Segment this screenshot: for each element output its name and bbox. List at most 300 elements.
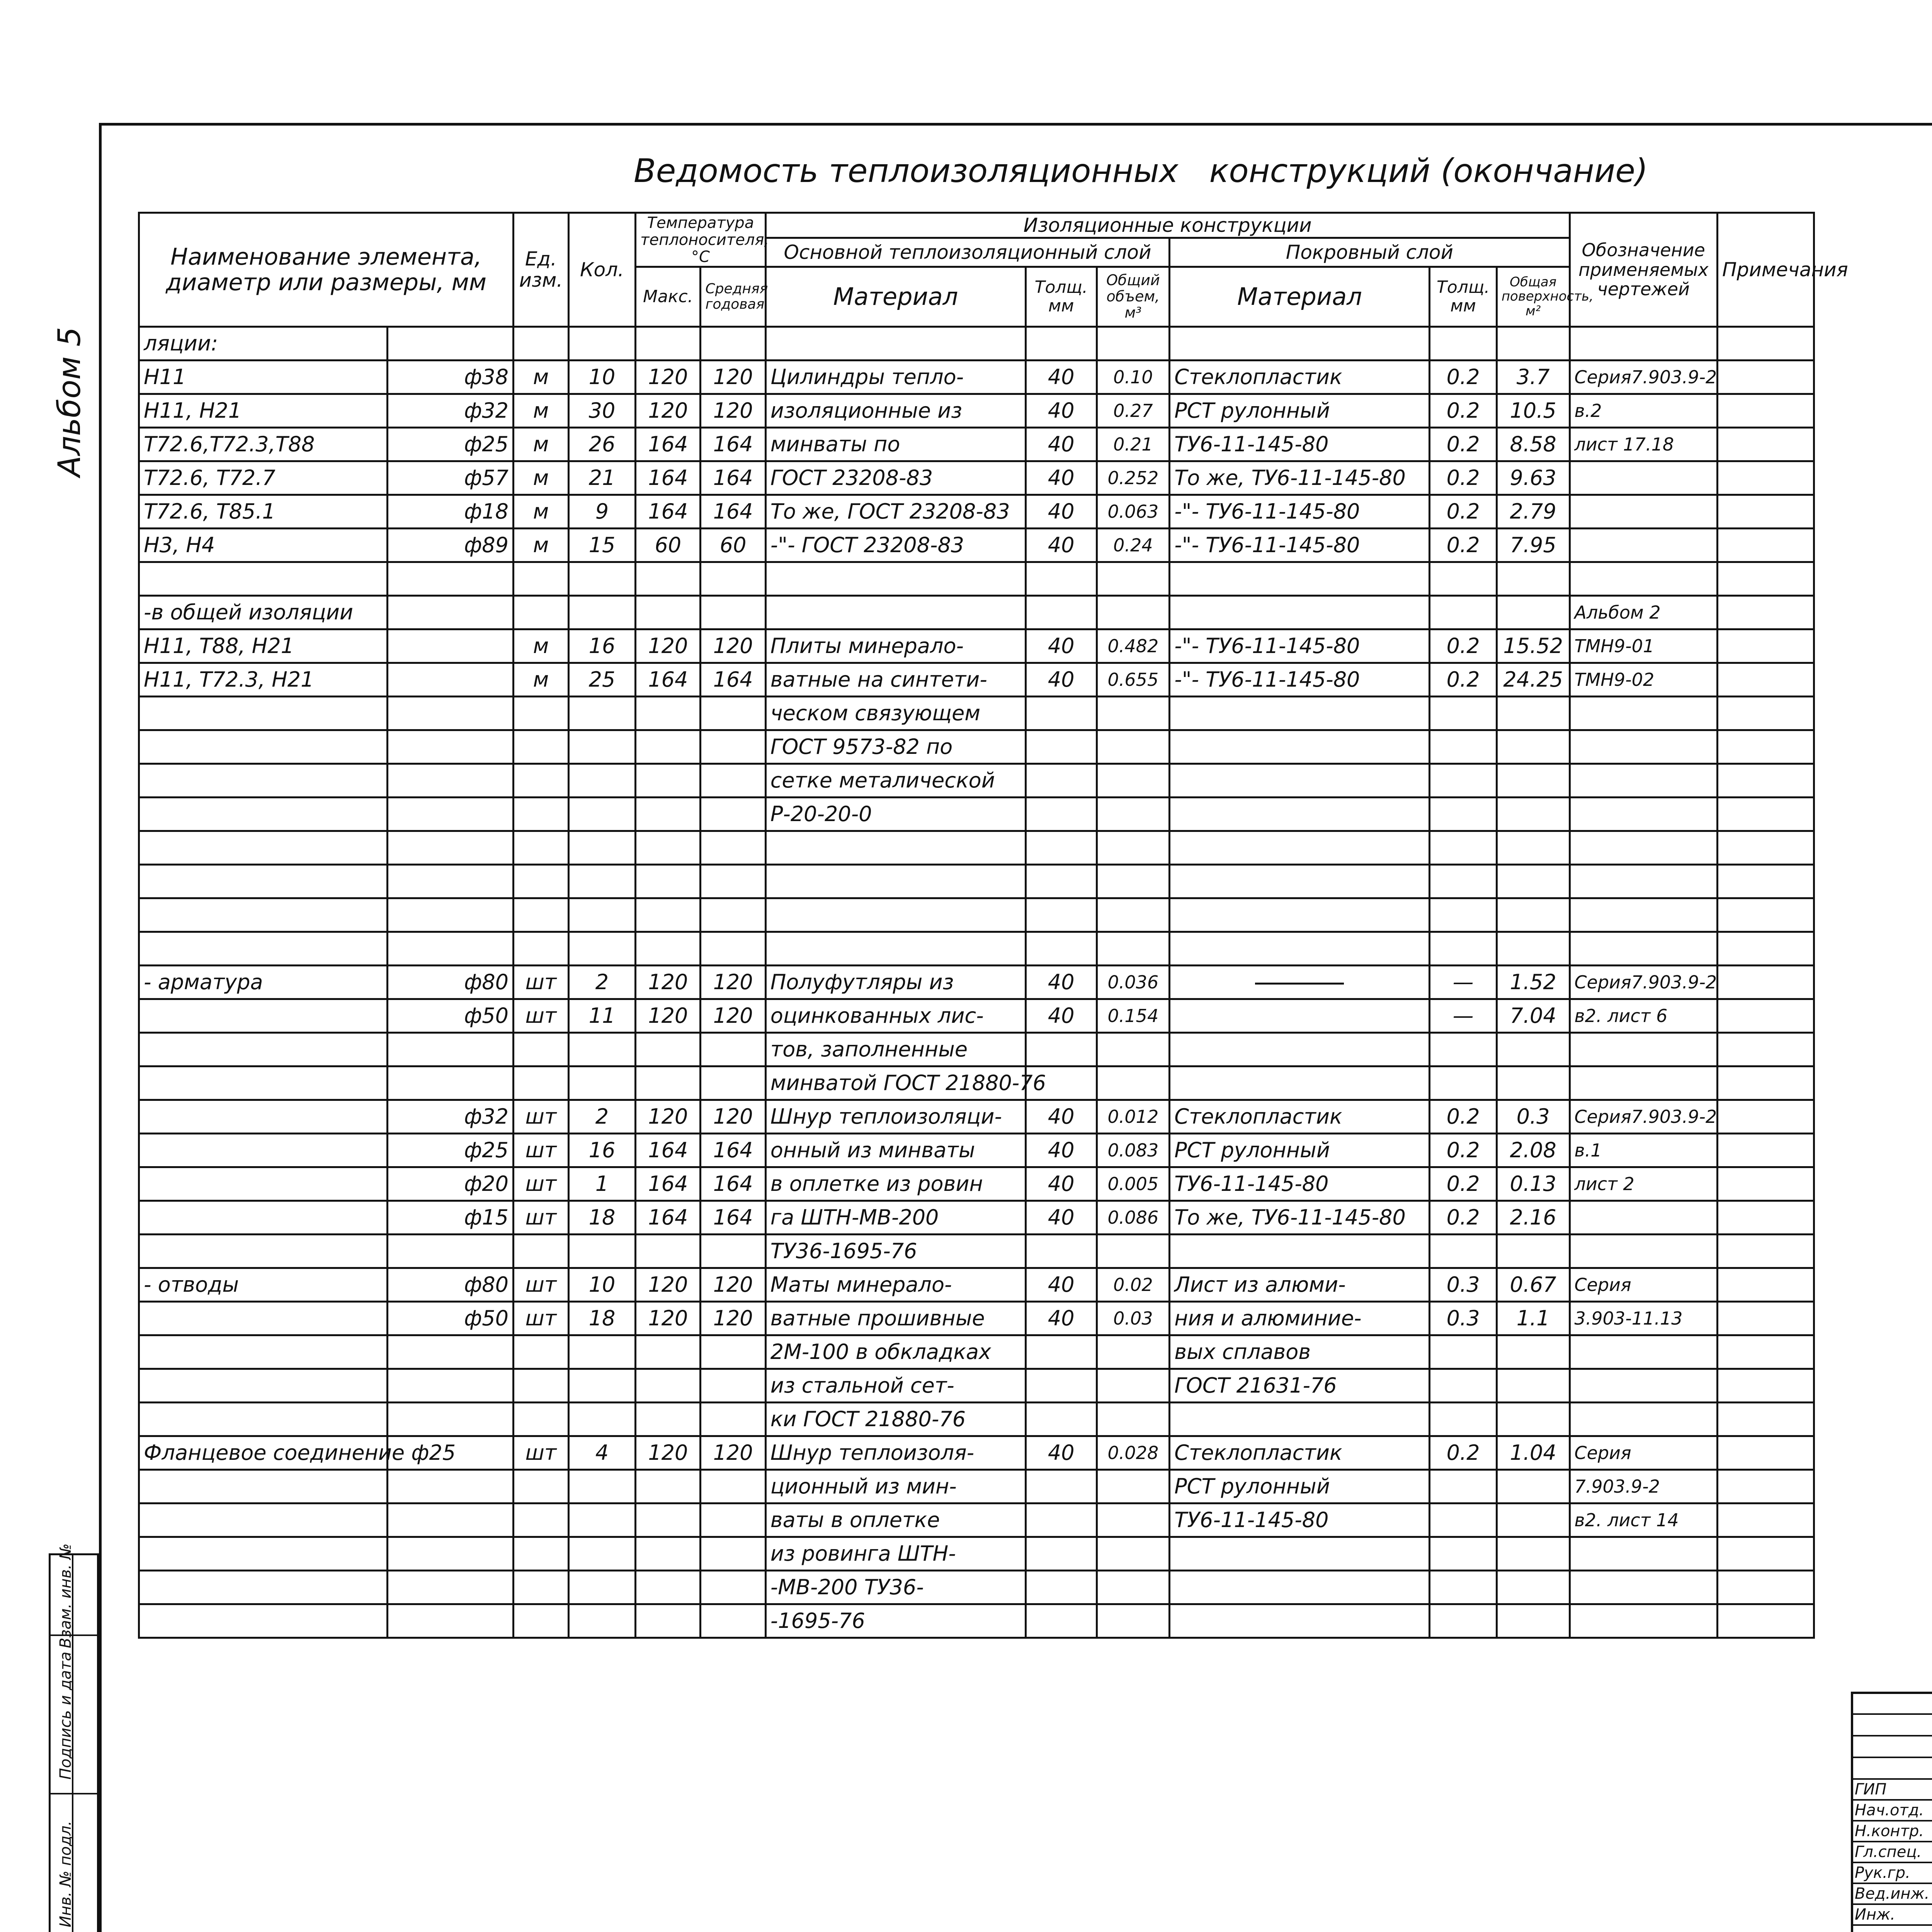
cell-notes	[1718, 730, 1814, 764]
cell-ref	[1570, 1369, 1718, 1403]
cell-ref: Серия	[1570, 1268, 1718, 1302]
cell-d	[387, 663, 513, 697]
cell-vol	[1097, 865, 1170, 898]
cell-cmat	[1170, 596, 1430, 629]
cell-tmax: 120	[636, 1302, 701, 1335]
cell-mat: Цилиндры тепло-	[765, 361, 1026, 394]
cell-vol: 0.03	[1097, 1302, 1170, 1335]
cell-name: Т72.6, Т85.1	[139, 495, 388, 529]
cell-cmat	[1170, 1537, 1430, 1571]
side-stamp-replace: Взам. инв. №	[57, 1543, 75, 1648]
cell-tavg	[701, 831, 765, 865]
cell-d	[387, 596, 513, 629]
cell-mat: Р-20-20-0	[765, 798, 1026, 831]
cell-d	[387, 1604, 513, 1638]
cell-cmat: То же, ТУ6-11-145-80	[1170, 461, 1430, 495]
cell-unit: м	[513, 428, 568, 461]
cell-mat	[765, 562, 1026, 596]
cell-qty: 2	[568, 966, 635, 999]
cell-notes	[1718, 697, 1814, 730]
cell-ref: 7.903.9-2	[1570, 1470, 1718, 1503]
cell-cmat	[1170, 1571, 1430, 1604]
cell-vol	[1097, 1604, 1170, 1638]
cell-unit	[513, 596, 568, 629]
cell-tmax: 164	[636, 1134, 701, 1167]
cell-notes	[1718, 831, 1814, 865]
cell-surf	[1497, 1604, 1570, 1638]
cell-unit	[513, 932, 568, 966]
cell-ref	[1570, 764, 1718, 798]
cell-name	[139, 1571, 388, 1604]
cell-surf: 2.08	[1497, 1134, 1570, 1167]
cell-surf: 15.52	[1497, 629, 1570, 663]
cell-cmat: Лист из алюми-	[1170, 1268, 1430, 1302]
cell-name	[139, 730, 388, 764]
cell-cth	[1430, 1066, 1497, 1100]
cell-th: 40	[1026, 428, 1097, 461]
cell-d	[387, 1235, 513, 1268]
cell-cmat	[1170, 1604, 1430, 1638]
cell-tavg: 120	[701, 629, 765, 663]
cell-th: 40	[1026, 394, 1097, 428]
cell-d	[387, 1537, 513, 1571]
cell-th: 40	[1026, 1201, 1097, 1235]
cell-qty: 11	[568, 999, 635, 1033]
table-row	[139, 529, 1814, 562]
cell-tavg	[701, 1604, 765, 1638]
cell-name	[139, 1604, 388, 1638]
cell-qty	[568, 1335, 635, 1369]
cell-name: Н3, Н4	[139, 529, 388, 562]
cell-qty	[568, 730, 635, 764]
cell-mat	[765, 327, 1026, 361]
cell-d	[387, 1033, 513, 1066]
cell-ref: ТМН9-01	[1570, 629, 1718, 663]
cell-cmat: ТУ6-11-145-80	[1170, 428, 1430, 461]
cell-ref	[1570, 1403, 1718, 1436]
cell-name	[139, 562, 388, 596]
cell-tmax	[636, 1503, 701, 1537]
table-row	[139, 495, 1814, 529]
cell-tavg	[701, 1369, 765, 1403]
cell-tmax: 120	[636, 999, 701, 1033]
cell-d	[387, 898, 513, 932]
header-surface: Общая поверхность, м²	[1497, 267, 1570, 327]
cell-cth: 0.2	[1430, 663, 1497, 697]
cell-ref	[1570, 932, 1718, 966]
cell-tmax: 164	[636, 1167, 701, 1201]
cell-cth	[1430, 730, 1497, 764]
cell-tavg	[701, 1235, 765, 1268]
cell-qty	[568, 1470, 635, 1503]
cell-name	[139, 1302, 388, 1335]
cell-surf	[1497, 327, 1570, 361]
cell-notes	[1718, 1537, 1814, 1571]
cell-qty	[568, 1033, 635, 1066]
cell-d	[387, 1369, 513, 1403]
cell-tmax: 164	[636, 495, 701, 529]
cell-th	[1026, 1235, 1097, 1268]
cell-th: 40	[1026, 529, 1097, 562]
cell-qty: 21	[568, 461, 635, 495]
header-insulation: Изоляционные конструкции	[765, 213, 1570, 238]
cell-unit: м	[513, 663, 568, 697]
cell-vol: 0.02	[1097, 1268, 1170, 1302]
cell-surf: 9.63	[1497, 461, 1570, 495]
cell-mat: из ровинга ШТН-	[765, 1537, 1026, 1571]
cell-tmax	[636, 898, 701, 932]
cell-th: 40	[1026, 1100, 1097, 1134]
cell-vol: 0.154	[1097, 999, 1170, 1033]
cell-qty	[568, 596, 635, 629]
cell-vol: 0.036	[1097, 966, 1170, 999]
cell-ref	[1570, 461, 1718, 495]
cell-th: 40	[1026, 361, 1097, 394]
cell-surf: 7.04	[1497, 999, 1570, 1033]
cell-tmax: 164	[636, 663, 701, 697]
cell-d	[387, 1066, 513, 1100]
cell-tmax	[636, 730, 701, 764]
cell-cmat: -"- ТУ6-11-145-80	[1170, 629, 1430, 663]
cell-th	[1026, 1537, 1097, 1571]
cell-cmat: РСТ рулонный	[1170, 394, 1430, 428]
cell-th	[1026, 831, 1097, 865]
cell-qty	[568, 1537, 635, 1571]
cell-th	[1026, 1369, 1097, 1403]
cell-d	[387, 562, 513, 596]
cell-vol	[1097, 1369, 1170, 1403]
cell-unit: шт	[513, 1436, 568, 1470]
cell-name: Н11, Н21	[139, 394, 388, 428]
cell-d: ф57	[387, 461, 513, 495]
cell-name: - отводы	[139, 1268, 388, 1302]
cell-tavg: 120	[701, 1100, 765, 1134]
cell-vol: 0.27	[1097, 394, 1170, 428]
cell-surf	[1497, 1066, 1570, 1100]
cell-tmax: 120	[636, 361, 701, 394]
cell-th: 40	[1026, 1167, 1097, 1201]
cell-th	[1026, 798, 1097, 831]
cell-d: ф25	[387, 428, 513, 461]
cell-vol	[1097, 1571, 1170, 1604]
cell-cth	[1430, 1537, 1497, 1571]
cell-tmax	[636, 327, 701, 361]
table-row	[139, 932, 1814, 966]
cell-ref	[1570, 1537, 1718, 1571]
signatures-table	[1851, 1692, 1932, 1926]
cell-th: 40	[1026, 629, 1097, 663]
cell-tavg	[701, 327, 765, 361]
cell-vol	[1097, 1403, 1170, 1436]
table-row	[139, 1268, 1814, 1302]
cell-qty	[568, 1369, 635, 1403]
cell-notes	[1718, 1066, 1814, 1100]
cell-ref: в2. лист 14	[1570, 1503, 1718, 1537]
cell-d: ф15	[387, 1201, 513, 1235]
cell-notes	[1718, 629, 1814, 663]
cell-tavg	[701, 697, 765, 730]
cell-qty: 10	[568, 361, 635, 394]
cell-notes	[1718, 596, 1814, 629]
cell-qty	[568, 1503, 635, 1537]
cell-d: ф32	[387, 394, 513, 428]
header-name: Наименование элемента, диаметр или размеры, мм	[139, 213, 514, 327]
cell-tavg: 164	[701, 461, 765, 495]
cell-cth: 0.2	[1430, 394, 1497, 428]
signature-row	[1852, 1800, 1932, 1821]
cell-tavg	[701, 1033, 765, 1066]
cell-d	[387, 1335, 513, 1369]
cell-surf	[1497, 697, 1570, 730]
cell-qty	[568, 1571, 635, 1604]
cell-surf	[1497, 1571, 1570, 1604]
signature-role: Гл.спец.	[1852, 1842, 1932, 1862]
cell-cmat: ния и алюминие-	[1170, 1302, 1430, 1335]
cell-notes	[1718, 1100, 1814, 1134]
table-row	[139, 1302, 1814, 1335]
cell-ref: лист 17.18	[1570, 428, 1718, 461]
cell-cth: 0.2	[1430, 461, 1497, 495]
signature-role: Вед.инж.	[1852, 1883, 1932, 1904]
cell-cth	[1430, 932, 1497, 966]
cell-cth	[1430, 1571, 1497, 1604]
signature-row	[1852, 1842, 1932, 1862]
cell-cmat: Стеклопластик	[1170, 1100, 1430, 1134]
cell-vol: 0.086	[1097, 1201, 1170, 1235]
cell-mat: тов, заполненные	[765, 1033, 1026, 1066]
cell-vol: 0.005	[1097, 1167, 1170, 1201]
cell-cmat: Стеклопластик	[1170, 361, 1430, 394]
cell-unit	[513, 798, 568, 831]
cell-qty: 26	[568, 428, 635, 461]
cell-name	[139, 1335, 388, 1369]
cell-surf: 0.3	[1497, 1100, 1570, 1134]
cell-tavg: 164	[701, 663, 765, 697]
cell-th: 40	[1026, 663, 1097, 697]
cell-tavg: 120	[701, 999, 765, 1033]
cell-ref	[1570, 1066, 1718, 1100]
cell-qty: 18	[568, 1302, 635, 1335]
cell-name	[139, 1033, 388, 1066]
cell-cth: 0.2	[1430, 1100, 1497, 1134]
cell-d: ф32	[387, 1100, 513, 1134]
cell-unit: м	[513, 629, 568, 663]
cell-vol	[1097, 327, 1170, 361]
signature-row	[1852, 1779, 1932, 1800]
cell-cth	[1430, 562, 1497, 596]
cell-ref	[1570, 495, 1718, 529]
table-row	[139, 798, 1814, 831]
cell-th: 40	[1026, 966, 1097, 999]
cell-vol	[1097, 1470, 1170, 1503]
cell-name	[139, 1235, 388, 1268]
cell-cmat: ТУ6-11-145-80	[1170, 1503, 1430, 1537]
cell-tavg	[701, 932, 765, 966]
side-stamp-inv: Инв. № подл.	[57, 1821, 75, 1927]
cell-mat: ТУ36-1695-76	[765, 1235, 1026, 1268]
cell-tavg	[701, 562, 765, 596]
cell-mat: -"- ГОСТ 23208-83	[765, 529, 1026, 562]
table-row	[139, 1470, 1814, 1503]
cell-mat: сетке металической	[765, 764, 1026, 798]
cell-tavg	[701, 764, 765, 798]
cell-unit	[513, 1066, 568, 1100]
cell-surf	[1497, 562, 1570, 596]
table-row	[139, 697, 1814, 730]
cell-cth	[1430, 1235, 1497, 1268]
cell-d	[387, 697, 513, 730]
cell-unit: шт	[513, 999, 568, 1033]
cell-cmat: ТУ6-11-145-80	[1170, 1167, 1430, 1201]
table-row	[139, 1571, 1814, 1604]
table-row	[139, 327, 1814, 361]
cell-mat: онный из минваты	[765, 1134, 1026, 1167]
cell-cmat	[1170, 831, 1430, 865]
cell-qty: 15	[568, 529, 635, 562]
cell-ref: Альбом 2	[1570, 596, 1718, 629]
cell-d	[387, 1470, 513, 1503]
cell-name: ляции:	[139, 327, 388, 361]
table-row	[139, 1066, 1814, 1100]
cell-th	[1026, 1604, 1097, 1638]
cell-tavg	[701, 1470, 765, 1503]
cell-notes	[1718, 1436, 1814, 1470]
cell-unit: шт	[513, 1134, 568, 1167]
cell-notes	[1718, 562, 1814, 596]
cell-th	[1026, 562, 1097, 596]
cell-tavg: 120	[701, 361, 765, 394]
cell-cth	[1430, 1503, 1497, 1537]
cell-tmax: 120	[636, 1268, 701, 1302]
cell-th: 40	[1026, 461, 1097, 495]
cell-tmax	[636, 1033, 701, 1066]
cell-ref	[1570, 1235, 1718, 1268]
cell-unit: шт	[513, 1268, 568, 1302]
cell-notes	[1718, 1235, 1814, 1268]
header-unit: Ед. изм.	[513, 213, 568, 327]
cell-surf	[1497, 831, 1570, 865]
cell-tavg: 164	[701, 428, 765, 461]
cell-cth	[1430, 1369, 1497, 1403]
cell-notes	[1718, 966, 1814, 999]
cell-vol: 0.482	[1097, 629, 1170, 663]
cell-vol	[1097, 1235, 1170, 1268]
cell-tmax	[636, 932, 701, 966]
cell-cmat: -"- ТУ6-11-145-80	[1170, 529, 1430, 562]
cell-cth: 0.2	[1430, 529, 1497, 562]
table-row	[139, 428, 1814, 461]
cell-notes	[1718, 1470, 1814, 1503]
cell-tavg: 120	[701, 1302, 765, 1335]
cell-cth	[1430, 831, 1497, 865]
cell-cth	[1430, 1604, 1497, 1638]
cell-unit	[513, 1235, 568, 1268]
table-row	[139, 999, 1814, 1033]
cell-cth	[1430, 596, 1497, 629]
cell-surf: 1.1	[1497, 1302, 1570, 1335]
cell-tmax	[636, 1335, 701, 1369]
cell-mat: ческом связующем	[765, 697, 1026, 730]
cell-name	[139, 1470, 388, 1503]
cell-mat	[765, 932, 1026, 966]
cell-notes	[1718, 1302, 1814, 1335]
cell-notes	[1718, 1134, 1814, 1167]
cell-qty: 16	[568, 629, 635, 663]
table-row	[139, 730, 1814, 764]
cell-qty	[568, 764, 635, 798]
cell-unit	[513, 1403, 568, 1436]
cell-qty	[568, 1604, 635, 1638]
cell-th	[1026, 697, 1097, 730]
cell-ref: 3.903-11.13	[1570, 1302, 1718, 1335]
cell-th	[1026, 1470, 1097, 1503]
cell-surf: 8.58	[1497, 428, 1570, 461]
header-qty: Кол.	[568, 213, 635, 327]
cell-qty	[568, 562, 635, 596]
cell-vol: 0.21	[1097, 428, 1170, 461]
cell-vol	[1097, 1033, 1170, 1066]
cell-tavg	[701, 1571, 765, 1604]
cell-d: ф18	[387, 495, 513, 529]
cell-surf: 1.04	[1497, 1436, 1570, 1470]
header-cover-material: Материал	[1170, 267, 1430, 327]
cell-d	[387, 1403, 513, 1436]
cell-tmax	[636, 1604, 701, 1638]
cell-surf	[1497, 798, 1570, 831]
cell-tavg	[701, 898, 765, 932]
cell-cmat: вых сплавов	[1170, 1335, 1430, 1369]
table-row	[139, 764, 1814, 798]
cell-tmax: 120	[636, 966, 701, 999]
cell-unit: шт	[513, 1302, 568, 1335]
cell-mat: оцинкованных лис-	[765, 999, 1026, 1033]
cell-name: Т72.6, Т72.7	[139, 461, 388, 495]
cell-tmax: 120	[636, 629, 701, 663]
cell-cth: 0.2	[1430, 361, 1497, 394]
cell-vol	[1097, 697, 1170, 730]
cell-tavg	[701, 1335, 765, 1369]
cell-qty	[568, 1235, 635, 1268]
table-row	[139, 1503, 1814, 1537]
cell-surf	[1497, 596, 1570, 629]
cell-cmat: РСТ рулонный	[1170, 1134, 1430, 1167]
cell-notes	[1718, 999, 1814, 1033]
table-row	[139, 361, 1814, 394]
cell-cth	[1430, 898, 1497, 932]
cell-vol: 0.24	[1097, 529, 1170, 562]
cell-surf: 10.5	[1497, 394, 1570, 428]
cell-th	[1026, 898, 1097, 932]
cell-d: ф80	[387, 1268, 513, 1302]
cell-notes	[1718, 898, 1814, 932]
cell-vol: 0.083	[1097, 1134, 1170, 1167]
cell-tmax	[636, 831, 701, 865]
cell-unit: шт	[513, 1201, 568, 1235]
table-row	[139, 898, 1814, 932]
cell-qty	[568, 1403, 635, 1436]
signature-row	[1852, 1821, 1932, 1842]
cell-name	[139, 932, 388, 966]
cell-ref	[1570, 562, 1718, 596]
cell-name	[139, 1503, 388, 1537]
cell-mat: минватой ГОСТ 21880-76	[765, 1066, 1026, 1100]
cell-mat: ГОСТ 9573-82 по	[765, 730, 1026, 764]
cell-unit: шт	[513, 1167, 568, 1201]
cell-vol: 0.655	[1097, 663, 1170, 697]
cell-name	[139, 1201, 388, 1235]
page-title: Ведомость теплоизоляционных конструкций (окончание)	[634, 152, 1648, 190]
cell-unit	[513, 1335, 568, 1369]
